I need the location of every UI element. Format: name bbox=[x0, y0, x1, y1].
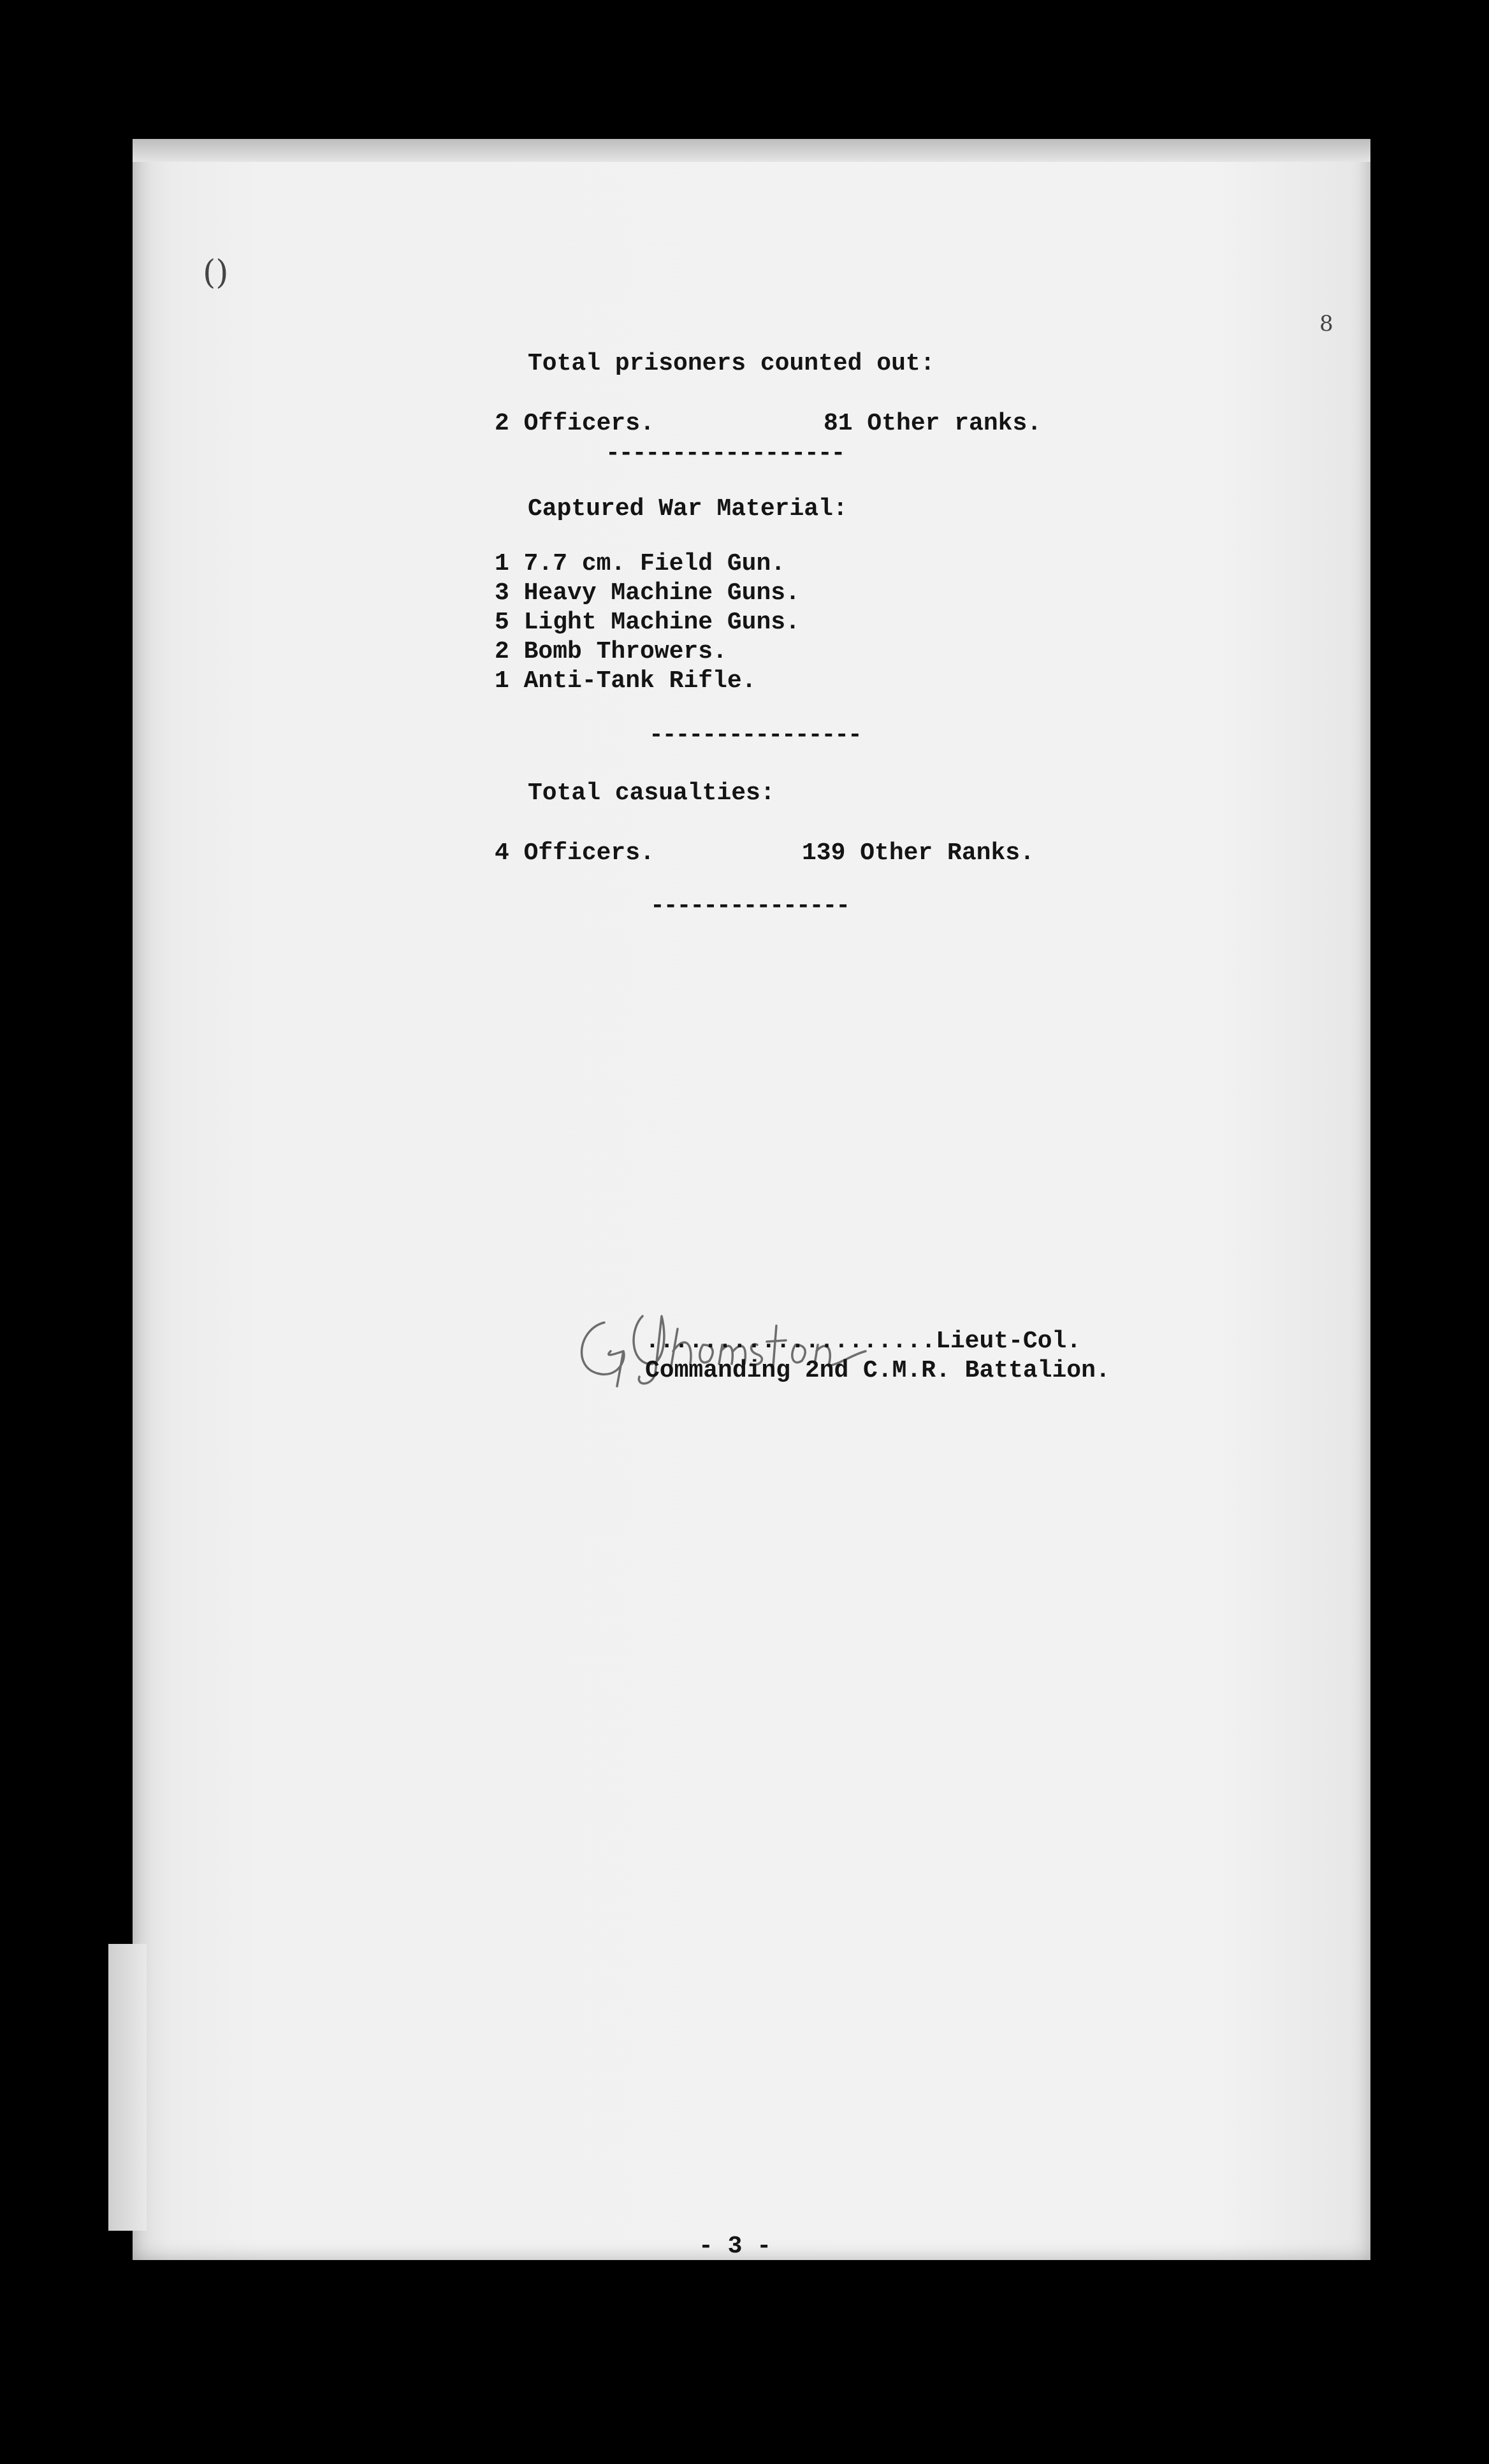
corner-mark: () bbox=[203, 254, 229, 292]
prisoners-officers: 2 Officers. bbox=[495, 410, 655, 437]
page-number: - 3 - bbox=[699, 2233, 772, 2260]
material-item: 3 Heavy Machine Guns. bbox=[495, 579, 800, 607]
casualties-other-ranks: 139 Other Ranks. bbox=[802, 839, 1035, 867]
material-heading: Captured War Material: bbox=[528, 495, 848, 523]
prisoners-other-ranks: 81 Other ranks. bbox=[824, 410, 1042, 437]
prisoners-heading: Total prisoners counted out: bbox=[528, 350, 935, 377]
paper-top-edge bbox=[133, 139, 1370, 162]
material-item: 1 7.7 cm. Field Gun. bbox=[495, 550, 786, 577]
casualties-heading: Total casualties: bbox=[528, 779, 775, 807]
divider-rule: ---------------- bbox=[649, 721, 861, 749]
material-item: 5 Light Machine Guns. bbox=[495, 609, 800, 636]
divider-rule: --------------- bbox=[650, 892, 850, 920]
material-item: 2 Bomb Throwers. bbox=[495, 638, 727, 665]
page-mark: 8 bbox=[1319, 311, 1333, 337]
rank-line: ....................Lieut-Col. bbox=[645, 1328, 1082, 1355]
paper-left-edge bbox=[108, 1944, 147, 2231]
casualties-officers: 4 Officers. bbox=[495, 839, 655, 867]
material-item: 1 Anti-Tank Rifle. bbox=[495, 667, 757, 695]
command-line: Commanding 2nd C.M.R. Battalion. bbox=[645, 1357, 1110, 1384]
divider-rule: ------------------ bbox=[606, 440, 845, 467]
